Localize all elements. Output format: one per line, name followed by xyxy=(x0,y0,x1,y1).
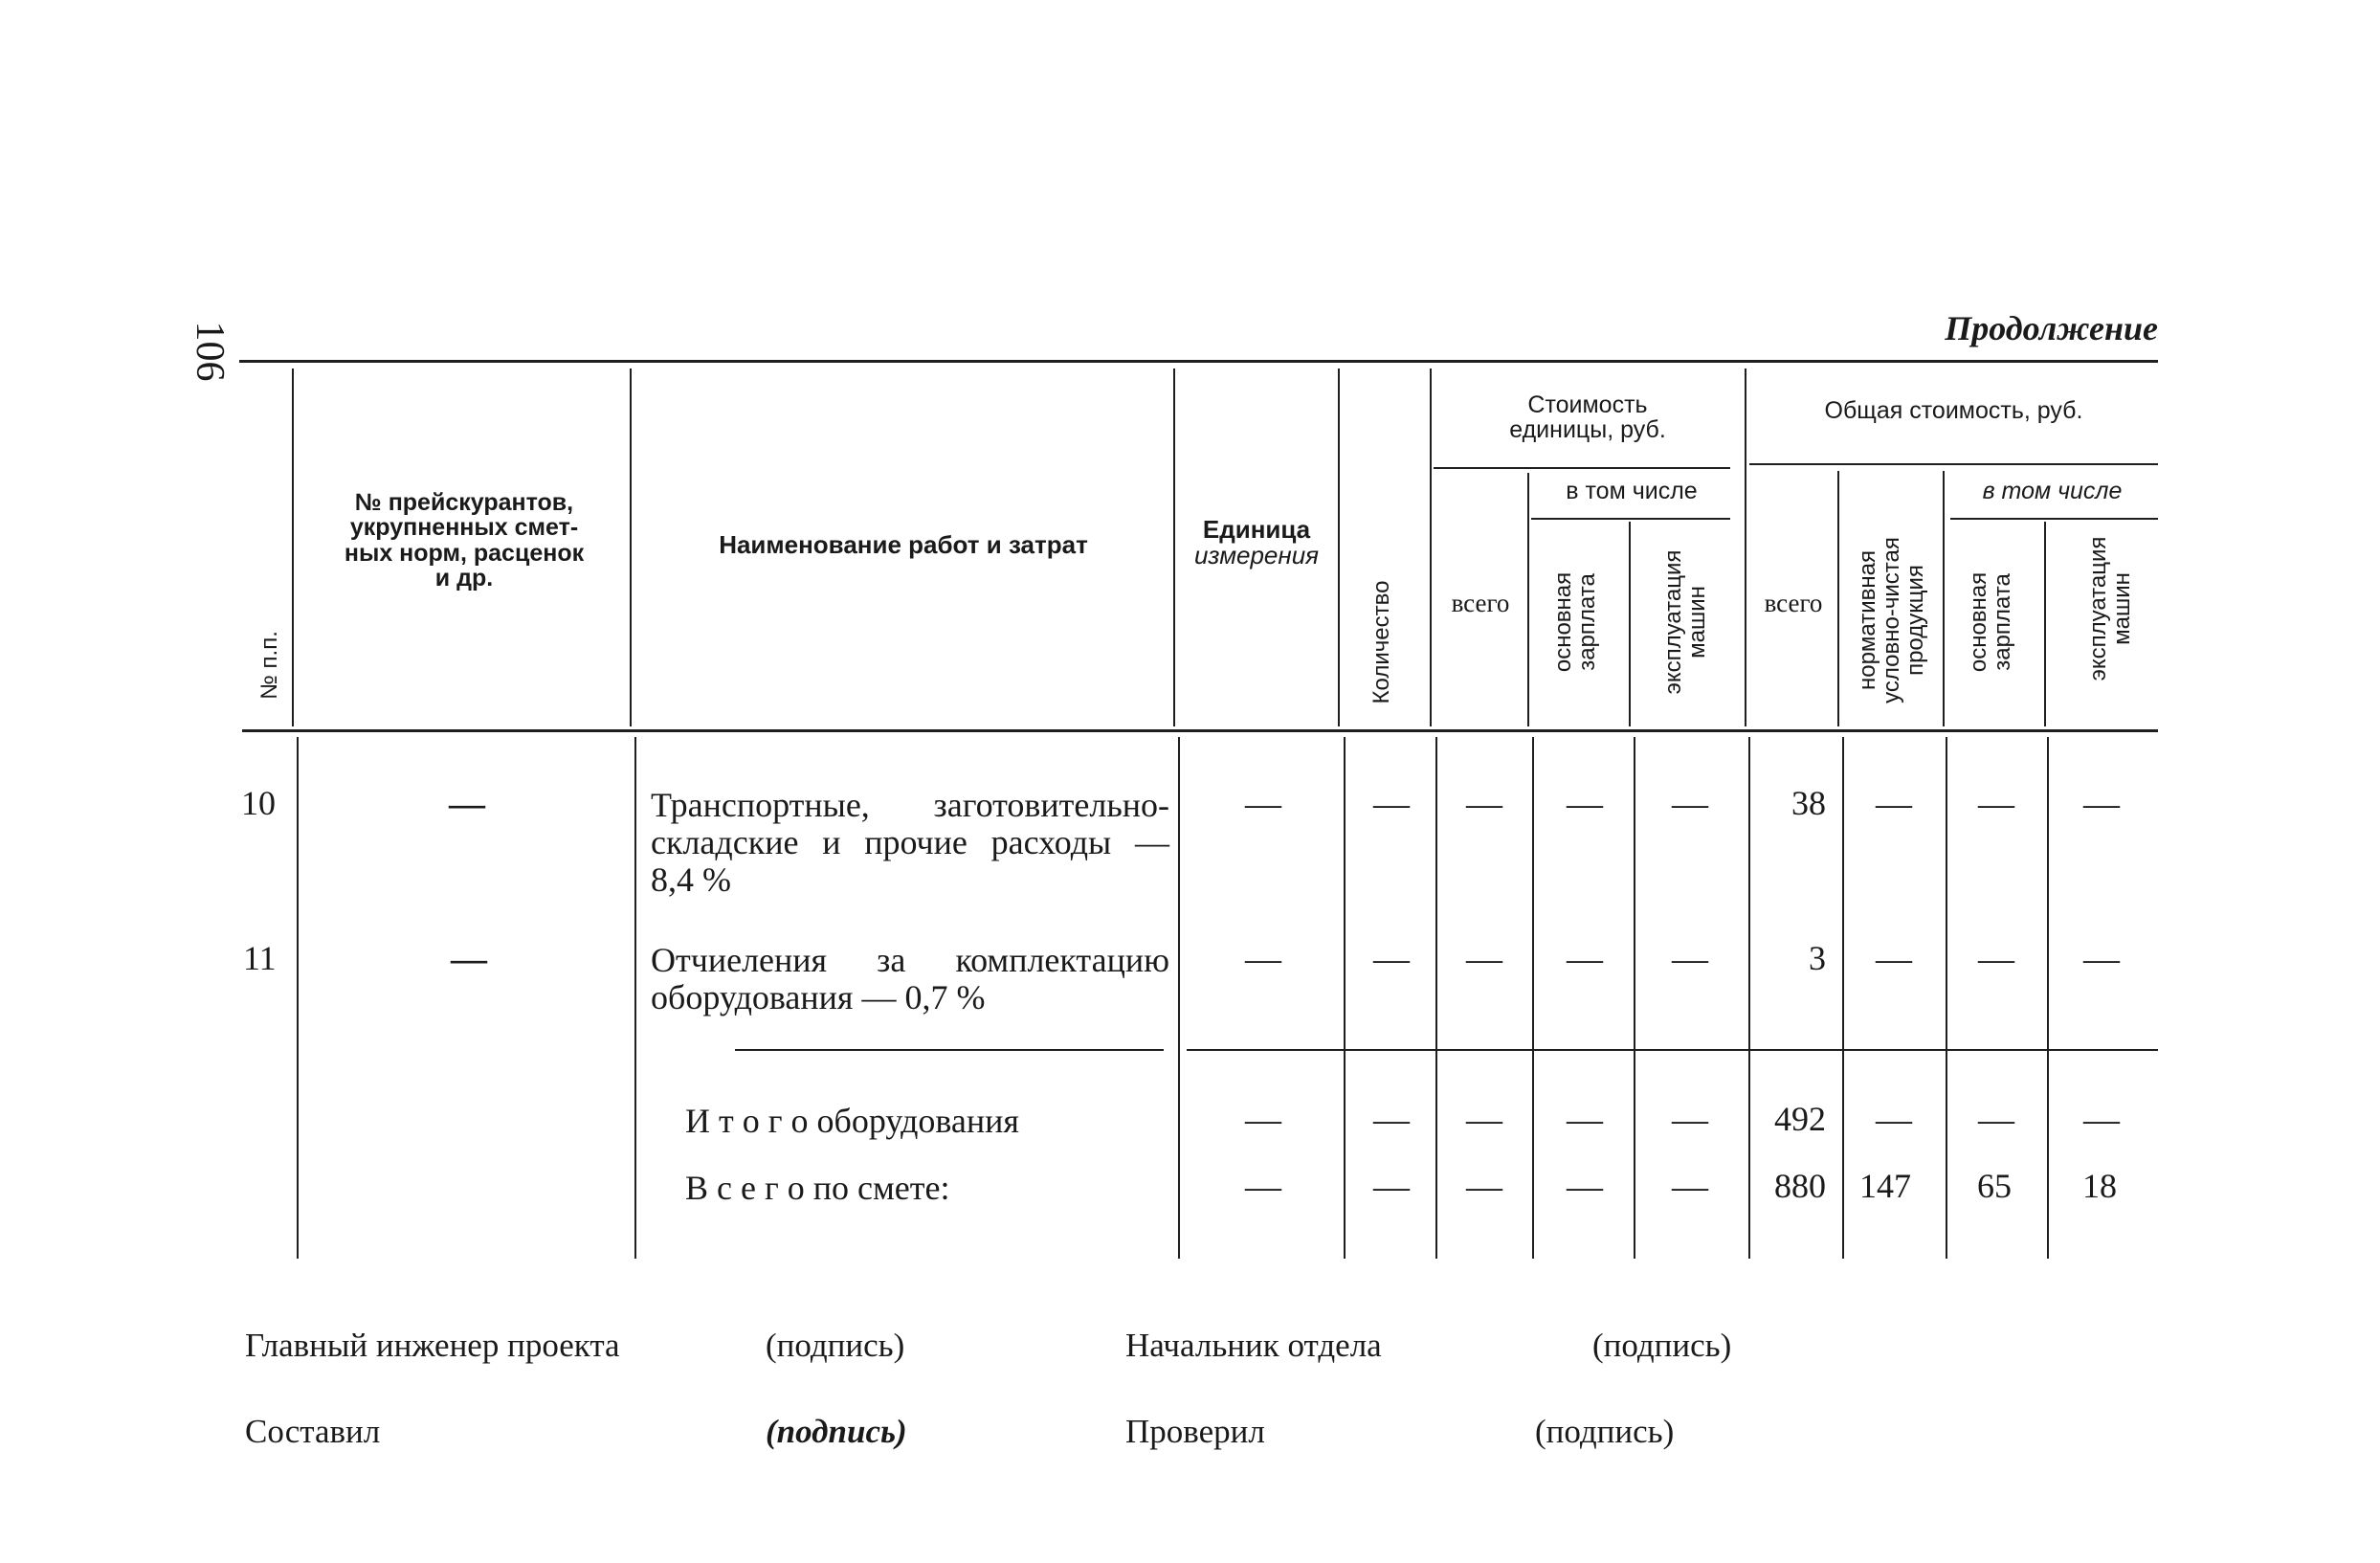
table-row-10-uc-machines: — xyxy=(1672,784,1708,824)
col-rule-6 xyxy=(1527,473,1529,726)
col-rule-5 xyxy=(1430,368,1432,726)
grand-total-unit: — xyxy=(1245,1167,1281,1207)
table-row-10-price-list: — xyxy=(449,784,485,824)
total-equipment-tc-machines: — xyxy=(2083,1100,2120,1140)
unit-cost-group-rule xyxy=(1434,467,1730,469)
total-cost-incl-rule xyxy=(1950,518,2158,520)
body-col-rule-8 xyxy=(1748,737,1750,1259)
unit-cost-incl-rule xyxy=(1531,518,1730,520)
header-unit-cost-incl: в том числе xyxy=(1566,478,1698,504)
table-row-11-tc-machines: — xyxy=(2083,939,2120,979)
body-col-rule-3 xyxy=(1178,737,1180,1259)
grand-total-uc-total: — xyxy=(1466,1167,1502,1207)
table-row-10-tc-wage: — xyxy=(1978,784,2014,824)
grand-total-tc-product: 147 xyxy=(1859,1167,1911,1205)
grand-total-tc-wage: 65 xyxy=(1977,1167,2012,1205)
total-equipment-uc-wage: — xyxy=(1567,1100,1603,1140)
table-row-10-unit: — xyxy=(1245,784,1281,824)
grand-total-uc-machines: — xyxy=(1672,1167,1708,1207)
table-row-11-uc-total: — xyxy=(1466,939,1502,979)
body-col-rule-7 xyxy=(1634,737,1635,1259)
subtotal-rule-values xyxy=(1187,1049,2158,1051)
col-rule-2 xyxy=(630,368,632,726)
table-row-10-uc-total: — xyxy=(1466,784,1502,824)
total-equipment-quantity: — xyxy=(1373,1100,1410,1140)
body-col-rule-10 xyxy=(1946,737,1947,1259)
header-total-cost-total: всего xyxy=(1764,589,1823,617)
table-row-11-tc-product: — xyxy=(1876,939,1912,979)
subtotal-rule-name xyxy=(735,1049,1164,1051)
table-row-11-price-list: — xyxy=(451,939,487,979)
table-row-11-no: 11 xyxy=(243,939,277,977)
header-total-cost-incl: в том числе xyxy=(1982,478,2123,504)
col-rule-11 xyxy=(2044,522,2046,726)
signature-compiled-by-label: Составил xyxy=(245,1413,381,1450)
continuation-label: Продолжение xyxy=(1945,309,2158,347)
grand-total-tc-machines: 18 xyxy=(2082,1167,2117,1205)
table-row-11-unit: — xyxy=(1245,939,1281,979)
signature-checked-by-sign: (подпись) xyxy=(1535,1413,1675,1450)
grand-total-uc-wage: — xyxy=(1567,1167,1603,1207)
header-unit-cost-total: всего xyxy=(1451,589,1510,617)
total-equipment-tc-total: 492 xyxy=(1774,1100,1826,1138)
signature-compiled-by-sign: (подпись) xyxy=(766,1413,907,1450)
table-row-11-quantity: — xyxy=(1373,939,1410,979)
col-rule-1 xyxy=(292,368,294,726)
body-col-rule-9 xyxy=(1842,737,1844,1259)
header-work-name: Наименование работ и затрат xyxy=(719,530,1088,559)
col-rule-4 xyxy=(1338,368,1340,726)
grand-total-label: В с е г о по смете: xyxy=(685,1169,950,1207)
header-row-no: № п.п. xyxy=(256,631,282,700)
header-total-cost: Общая стоимость, руб. xyxy=(1824,397,2083,424)
table-row-10-tc-total: 38 xyxy=(1791,784,1826,822)
body-col-rule-2 xyxy=(634,737,636,1259)
table-row-11-uc-machines: — xyxy=(1672,939,1708,979)
signature-checked-by-label: Проверил xyxy=(1125,1413,1265,1450)
body-col-rule-1 xyxy=(297,737,299,1259)
signature-department-head-label: Начальник отдела xyxy=(1125,1327,1382,1364)
header-unit-cost: Стоимость единицы, руб. xyxy=(1509,391,1666,444)
table-row-10-name: Транспортные, заготовительно- складские и прочие расходы — 8,4 % xyxy=(651,786,1169,899)
total-equipment-tc-wage: — xyxy=(1978,1100,2014,1140)
table-row-10-tc-product: — xyxy=(1876,784,1912,824)
col-rule-8 xyxy=(1745,368,1746,726)
header-unit-cost-wage: основная зарплата xyxy=(1550,571,1601,673)
body-col-rule-6 xyxy=(1532,737,1534,1259)
header-unit: Единица измерения xyxy=(1193,515,1320,570)
total-equipment-label: И т о г о оборудования xyxy=(685,1102,1019,1140)
total-equipment-tc-product: — xyxy=(1876,1100,1912,1140)
table-top-rule xyxy=(239,360,2158,363)
header-total-cost-product: нормативная условно-чистая продукция xyxy=(1855,537,1929,703)
total-equipment-uc-total: — xyxy=(1466,1100,1502,1140)
header-total-cost-wage: основная зарплата xyxy=(1966,571,2016,673)
signature-chief-engineer-sign: (подпись) xyxy=(766,1327,905,1364)
grand-total-tc-total: 880 xyxy=(1774,1167,1826,1205)
total-equipment-unit: — xyxy=(1245,1100,1281,1140)
header-total-cost-machines: эксплуатация машин xyxy=(2085,536,2136,681)
signature-department-head-sign: (подпись) xyxy=(1592,1327,1732,1364)
table-row-11-tc-wage: — xyxy=(1978,939,2014,979)
grand-total-quantity: — xyxy=(1373,1167,1410,1207)
col-rule-3 xyxy=(1173,368,1175,726)
table-row-10-quantity: — xyxy=(1373,784,1410,824)
table-row-10-no: 10 xyxy=(241,784,276,822)
table-row-10-uc-wage: — xyxy=(1567,784,1603,824)
page-number: 106 xyxy=(188,321,232,382)
table-row-11-name: Отчиеления за комплектацию оборудования — 0,7 % xyxy=(651,941,1169,1016)
header-bottom-rule xyxy=(242,729,2158,732)
signature-chief-engineer-label: Главный инженер проекта xyxy=(245,1327,620,1364)
col-rule-10 xyxy=(1943,471,1945,726)
body-col-rule-5 xyxy=(1435,737,1437,1259)
col-rule-7 xyxy=(1629,522,1631,726)
table-row-11-tc-total: 3 xyxy=(1809,939,1826,977)
body-col-rule-4 xyxy=(1344,737,1346,1259)
table-row-10-tc-machines: — xyxy=(2083,784,2120,824)
total-cost-group-rule xyxy=(1749,463,2158,465)
table-row-11-uc-wage: — xyxy=(1567,939,1603,979)
total-equipment-uc-machines: — xyxy=(1672,1100,1708,1140)
body-col-rule-11 xyxy=(2047,737,2049,1259)
header-unit-cost-machines: эксплуатация машин xyxy=(1660,549,1711,695)
header-price-list: № прейскурантов, укрупненных смет- ных норм, расценок и др. xyxy=(344,489,585,592)
header-quantity: Количество xyxy=(1368,580,1394,704)
